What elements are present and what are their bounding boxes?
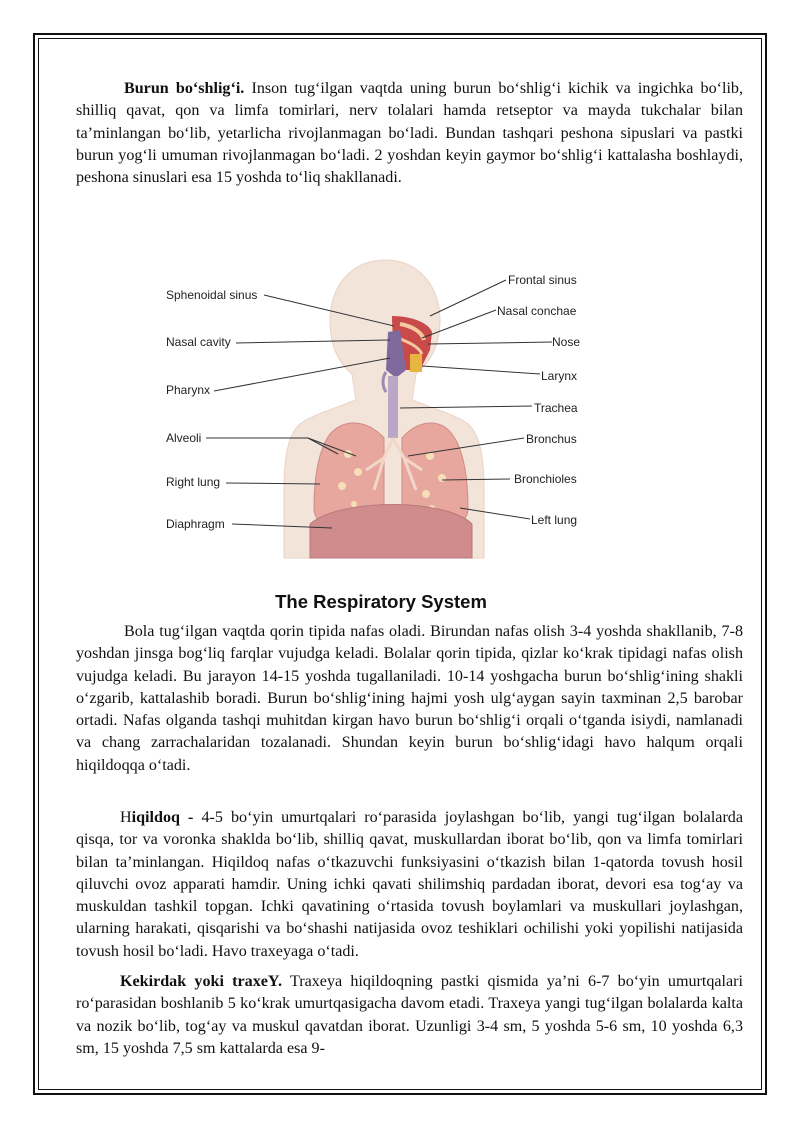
label-diaphragm: Diaphragm <box>166 517 225 531</box>
heading-nasal-cavity: Burun bo‘shlig‘i. <box>124 80 245 97</box>
label-bronchioles: Bronchioles <box>514 472 577 486</box>
label-trachea: Trachea <box>534 401 578 415</box>
paragraph-larynx <box>76 807 743 963</box>
paragraph-trachea-body: Traxeya hiqildoqning pastki qismida ya’ni 6-7 bo‘yin umurtqalari ro‘parasidan boshlanib 5 ko‘krak umurtqasigacha davom etadi. Traxeya yangi tug‘ilgan bolalarda kalta va nozik bo‘lib, tog‘ay va muskul qavatdan iborat. Uzunligi 3-4 sm, 5 yoshda 5-6 sm, 10 yoshda 6,3 sm, 15 yoshda 7,5 sm kattalarda esa 9- <box>76 973 743 1057</box>
label-nasal-cavity: Nasal cavity <box>166 335 231 349</box>
paragraph-breathing-types: Bola tug‘ilgan vaqtda qorin tipida nafas oladi. Birundan nafas olish 3-4 yoshda shakllanib, 7-8 yoshdan jinsga bog‘liq farqlar vujudga keladi. Bolalar qorin tipida, qizlar ko‘krak tipidagi nafas olish vujudga keladi. Bu jarayon 14-15 yoshda tugallaniladi. 10-14 yoshgacha burun bo‘shlig‘ining shakli o‘zgarib, kattalashib boradi. Burun bo‘shlig‘ining hajmi yosh ulg‘aygan sayin taxminan 2,5 barobar ortadi. Nafas olganda tashqi muhitdan kirgan havo burun bo‘shlig‘i orqali o‘tganda isiydi, namlanadi va chang zarrachalaridan tozalanadi. Shundan keyin burun bo‘shlig‘idagi havo halqum orqali hiqildoqqa o‘tadi. <box>76 623 743 774</box>
label-nasal-conchae: Nasal conchae <box>497 304 577 318</box>
label-larynx: Larynx <box>541 369 578 383</box>
label-bronchus: Bronchus <box>526 432 577 446</box>
heading-trachea: Kekirdak yoki traxeY. <box>120 973 283 990</box>
label-left-lung: Left lung <box>531 513 578 527</box>
paragraph-nasal-cavity <box>76 78 743 189</box>
heading-larynx-lead: H <box>120 809 132 826</box>
figure-title: The Respiratory System <box>275 591 487 612</box>
label-right-lung: Right lung <box>166 475 221 489</box>
paragraph-nasal-cavity-body: Inson tug‘ilgan vaqtda uning burun bo‘shlig‘i kichik va ingichka bo‘lib, shilliq qavat, qon va limfa tomirlari, nerv tolalari hamda retseptor va mayda tukchalar bilan ta’minlangan bo‘lib, yetarlicha rivojlanmagan bo‘ladi. Bundan tashqari peshona sipuslari va pastki burun yog‘li umuman rivojlanmagan bo‘ladi. 2 yoshdan keyin gaymor bo‘shlig‘i kattalasha boshlaydi, peshona sinuslari esa 15 yoshda to‘liq shakllanadi. <box>76 80 743 187</box>
label-frontal-sinus: Frontal sinus <box>508 273 577 287</box>
paragraph-larynx-body: 4-5 bo‘yin umurtqalari ro‘parasida joylashgan bo‘lib, yangi tug‘ilgan bolalarda qisqa, tor va voronka shaklda bo‘lib, shilliq qavat, muskullardan iborat bo‘lib, qon va limfa tomirlari bilan ta’minlangan. Hiqildoq nafas o‘tkazuvchi funksiyasini o‘tkazish bilan 1-qatorda tovush hosil qiluvchi ovoz apparati hamdir. Uning ichki qavati shilimshiq pardadan iborat, devori esa tog‘ay va muskuldan tashkil topgan. Ichki qavatining o‘rtasida tovush boylamlari va muskullari joylashgan, ularning harakati, qisqarishi va bo‘shashi natijasida ovoz teshiklari ochilishi yoki yopilishi natijasida tovush hosil bo‘ladi. Havo traxeyaga o‘tadi. <box>76 809 743 960</box>
label-sphenoidal-sinus: Sphenoidal sinus <box>166 288 258 302</box>
paragraph-trachea <box>76 971 743 1060</box>
label-nose: Nose <box>552 335 581 349</box>
label-pharynx: Pharynx <box>166 383 211 397</box>
heading-larynx: iqildoq - <box>131 809 194 826</box>
label-alveoli: Alveoli <box>166 431 202 445</box>
respiratory-system-figure <box>160 258 600 618</box>
